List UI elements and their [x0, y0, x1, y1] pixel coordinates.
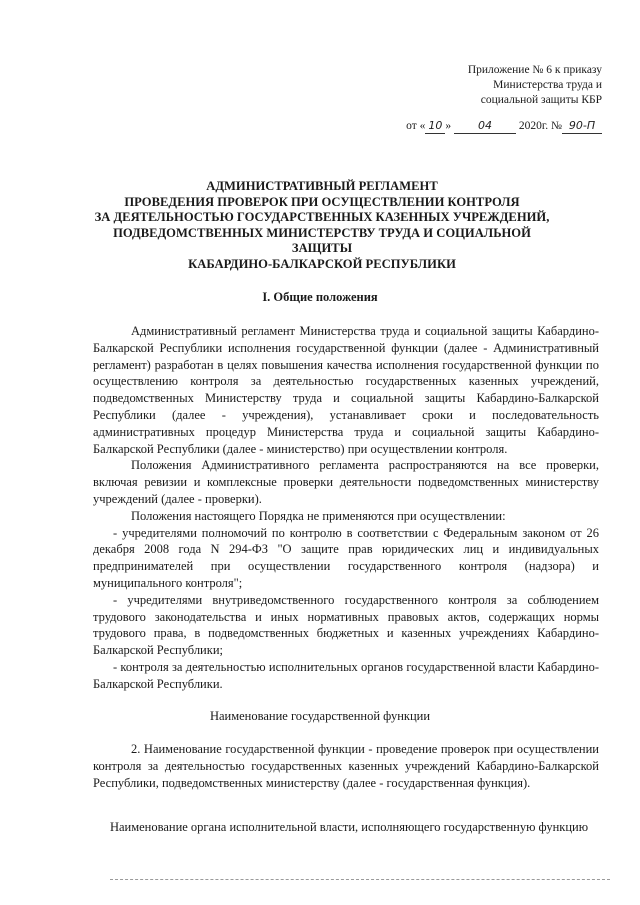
section-function-body [93, 741, 599, 791]
order-prefix: от « [406, 120, 426, 132]
paragraph: Положения настоящего Порядка не применяются при осуществлении: [131, 508, 506, 523]
document-title [92, 179, 552, 273]
title-line: ПОДВЕДОМСТВЕННЫХ МИНИСТЕРСТВУ ТРУДА И СОЦИАЛЬНОЙ ЗАЩИТЫ [113, 225, 531, 256]
order-day: 10 [425, 119, 445, 134]
appendix-line: Министерства труда и [493, 79, 602, 91]
order-date-line [400, 119, 602, 134]
list-item: - контроля за деятельностью исполнительных органов государственной власти Кабардино-Балкарской Республики. [93, 659, 599, 691]
appendix-line: Приложение № 6 к приказу [467, 64, 602, 76]
appendix-note [452, 63, 602, 108]
list-item: - учредителями внутриведомственного государственного контроля за соблюдением трудового законодательства и иных нормативных правовых актов, содержащих нормы трудового права, в подведомственных бюджетных и казенных учреждениях Кабардино-Балкарской Республики; [93, 592, 599, 658]
appendix-line: социальной защиты КБР [480, 94, 602, 106]
section-heading-executive-body: Наименование органа исполнительной власти, исполняющего государственную функцию [109, 820, 589, 834]
section-heading-function-name: Наименование государственной функции [209, 709, 431, 723]
order-month: 04 [454, 119, 516, 134]
title-line: ЗА ДЕЯТЕЛЬНОСТЬЮ ГОСУДАРСТВЕННЫХ КАЗЕННЫХ УЧРЕЖДЕНИЙ, [94, 210, 550, 225]
paragraph: Положения Административного регламента распространяются на все проверки, включая ревизии и комплексные проверки деятельности подведомственных министерству учреждений (далее - проверки). [93, 458, 599, 506]
paragraph: 2. Наименование государственной функции - проведение проверок при осуществлении контроля за деятельностью государственных казенных учреждений Кабардино-Балкарской Республики, подведомственных министерству (далее - государственная функция). [93, 742, 599, 790]
section-general-body [93, 323, 599, 693]
title-line: ПРОВЕДЕНИЯ ПРОВЕРОК ПРИ ОСУЩЕСТВЛЕНИИ КОНТРОЛЯ [124, 194, 520, 209]
order-year: 2020г. № [518, 120, 562, 132]
list-item: - учредителями полномочий по контролю в соответствии с Федеральным законом от 26 декабря 2008 года N 294-ФЗ "О защите прав юридических лиц и индивидуальных предпринимателей при осуществлении государственного контроля (надзора) и муниципального контроля"; [93, 525, 599, 590]
order-mid: » [445, 120, 452, 132]
section-heading-general: I. Общие положения [262, 290, 378, 304]
title-line: КАБАРДИНО-БАЛКАРСКОЙ РЕСПУБЛИКИ [188, 256, 456, 271]
scan-edge-rule [110, 879, 610, 880]
order-number: 90-П [562, 119, 602, 134]
title-line: АДМИНИСТРАТИВНЫЙ РЕГЛАМЕНТ [206, 179, 438, 193]
paragraph: Административный регламент Министерства труда и социальной защиты Кабардино-Балкарской Республики исполнения государственной функции (далее - Административный регламент) разработан в целях повышения качества исполнения государственной функции по осуществлению контроля за деятельностью государственных казенных учреждений, подведомственных Министерству труда и социальной защиты Кабардино-Балкарской Республики (далее - учреждения), устанавливает сроки и последовательность административных процедур Министерства труда и социальной защиты Кабардино-Балкарской Республики (далее - министерство) при осуществлении контроля. [93, 324, 599, 456]
